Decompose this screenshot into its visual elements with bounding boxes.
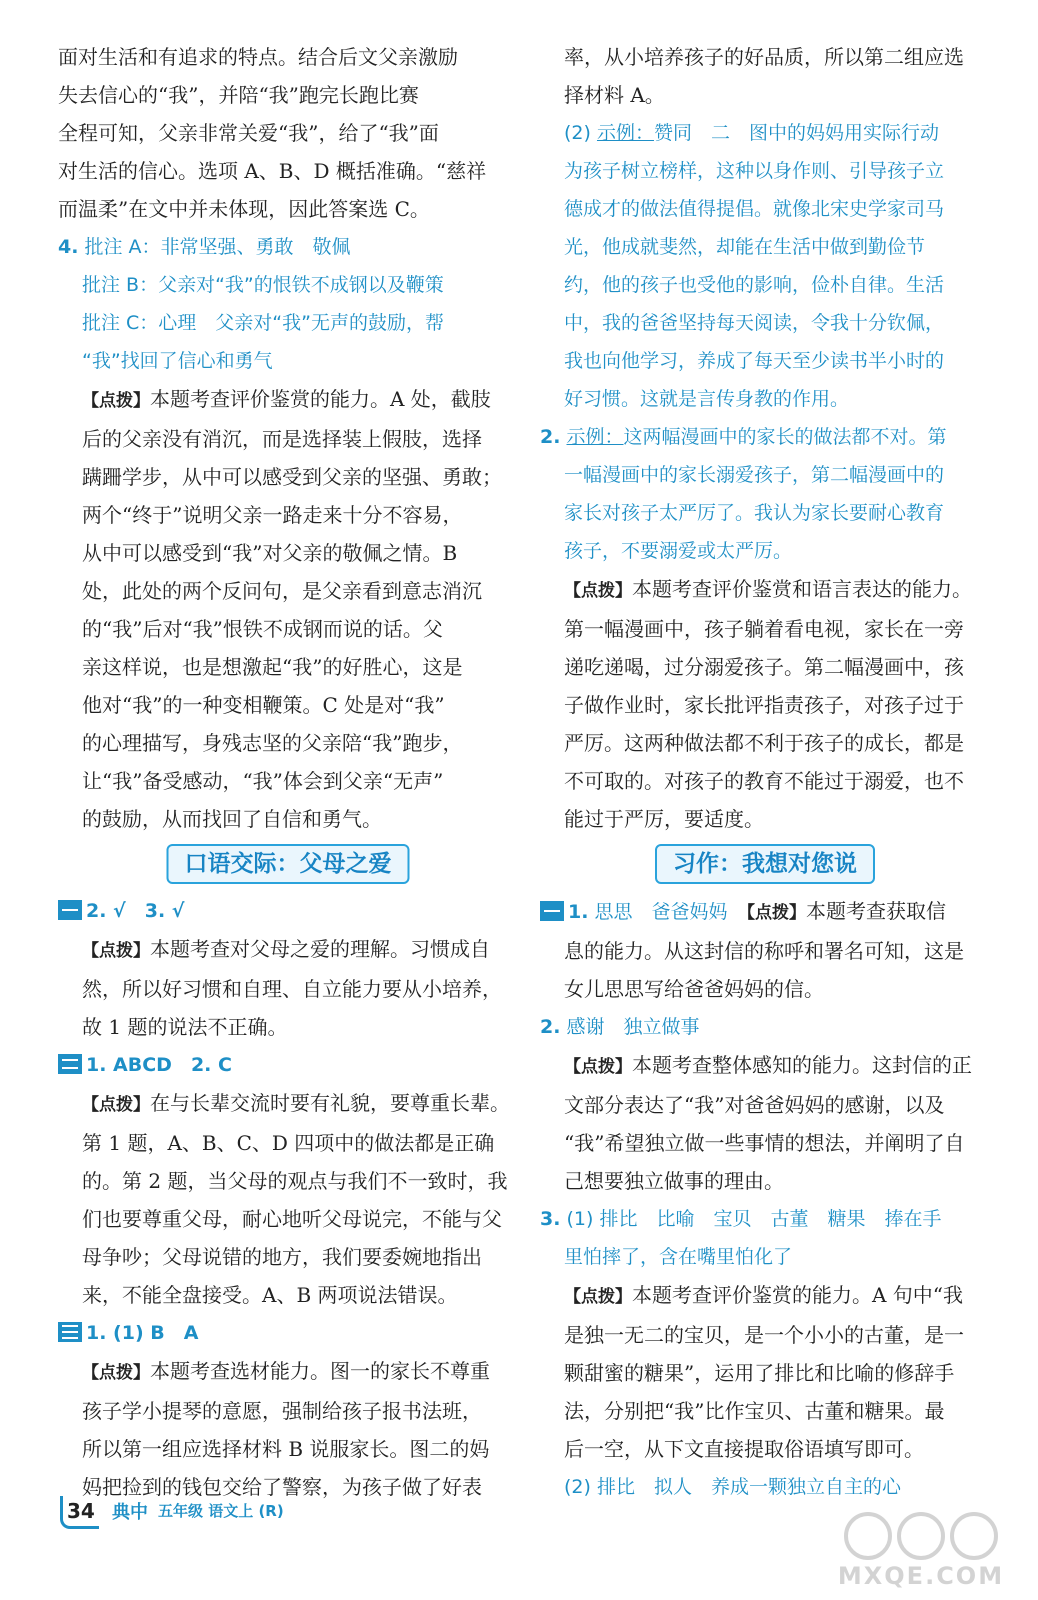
part3-tip-line: 【点拨】本题考查选材能力。图一的家长不尊重 (82, 1359, 490, 1383)
q4-answer-line: 批注 C：心理 父亲对“我”无声的鼓励，帮 (82, 312, 444, 334)
part2-tip-line: 第 1 题，A、B、C、D 四项中的做法都是正确 (82, 1131, 495, 1155)
right-column (540, 38, 990, 1506)
cont-line: 率，从小培养孩子的好品质，所以第二组应选 (564, 45, 964, 69)
left-column (58, 38, 518, 1506)
q4-tip-line: 后的父亲没有消沉，而是选择装上假肢，选择 (82, 427, 482, 451)
part2-answer: 1. ABCD 2. C (58, 1046, 518, 1084)
section-header-oral (58, 844, 518, 884)
q1-2-answer-line: 好习惯。这就是言传身教的作用。 (564, 388, 850, 410)
q4-answer-line: “我”找回了信心和勇气 (82, 350, 273, 372)
q2-tip-line: 严厉。这两种做法都不利于孩子的成长，都是 (564, 731, 964, 755)
q4-answer-line: 4. 批注 A：非常坚强、勇敢 敬佩 (58, 236, 351, 258)
part3-answer: 1. (1) B A (58, 1314, 518, 1352)
w3-tip-line: 【点拨】本题考查评价鉴赏的能力。A 句中“我 (564, 1283, 964, 1307)
q1-2-answer-line: 我也向他学习，养成了每天至少读书半小时的 (564, 350, 945, 372)
q4-tip-line: 他对“我”的一种变相鞭策。C 处是对“我” (82, 693, 445, 717)
roman-two-icon (58, 1054, 82, 1074)
w2-tip-line: 己想要独立做事的理由。 (564, 1169, 784, 1193)
section-header-writing (540, 844, 990, 884)
part2-tip-line: 们也要尊重父母，耐心地听父母说完，不能与父 (82, 1207, 502, 1231)
w3-tip-line: 是独一无二的宝贝，是一个小小的古董，是一 (564, 1323, 964, 1347)
part2-tip-line: 来，不能全盘接受。A、B 两项说法错误。 (82, 1283, 458, 1307)
watermark-text: MXQE.COM (837, 1562, 1005, 1590)
w2-tip-line: “我”希望独立做一些事情的想法，并阐明了自 (564, 1131, 965, 1155)
q2-number: 2. (540, 426, 561, 448)
part3-tip-line: 妈把捡到的钱包交给了警察，为孩子做了好表 (82, 1475, 482, 1499)
intro-line: 对生活的信心。选项 A、B、D 概括准确。“慈祥 (58, 159, 487, 183)
w3-answer-line: 里怕摔了，含在嘴里怕化了 (564, 1246, 793, 1268)
roman-one-icon (540, 901, 564, 921)
grade-label: 五年级 语文上 (R) (158, 1502, 284, 1520)
q1-2-answer-line: (2) 示例：赞同 二 图中的妈妈用实际行动 (564, 122, 939, 144)
part3-tip-line: 所以第一组应选择材料 B 说服家长。图二的妈 (82, 1437, 490, 1461)
w3-tip-line: 后一空，从下文直接提取俗语填写即可。 (564, 1437, 924, 1461)
q4-tip-line: 让“我”备受感动，“我”体会到父亲“无声” (82, 769, 444, 793)
q4-tip-line: 的心理描写，身残志坚的父亲陪“我”跑步， (82, 731, 463, 755)
intro-line: 面对生活和有追求的特点。结合后文父亲激励 (58, 45, 458, 69)
q1-2-answer-line: 为孩子树立榜样，这种以身作则、引导孩子立 (564, 160, 945, 182)
part1-tip-line: 然，所以好习惯和自理、自立能力要从小培养， (82, 977, 502, 1001)
q4-number: 4. (58, 236, 79, 258)
part1-answer: 2. √ 3. √ (58, 892, 518, 930)
w2-tip-line: 【点拨】本题考查整体感知的能力。这封信的正 (564, 1053, 972, 1077)
roman-one-icon (58, 900, 82, 920)
q2-answer-line: 孩子，不要溺爱或太严厉。 (564, 540, 793, 562)
example-label: 示例： (596, 122, 654, 144)
part1-tip-line: 故 1 题的说法不正确。 (82, 1015, 288, 1039)
q2-tip-line: 递吃递喝，过分溺爱孩子。第二幅漫画中，孩 (564, 655, 964, 679)
q1-2-answer-line: 光，他成就斐然，却能在生活中做到勤俭节 (564, 236, 926, 258)
w3-answer-line: 3. (1) 排比 比喻 宝贝 古董 糖果 捧在手 (540, 1208, 942, 1230)
q2-answer-line: 2. 示例：这两幅漫画中的家长的做法都不对。第 (540, 426, 947, 448)
q4-tip-line: 的鼓励，从而找回了自信和勇气。 (82, 807, 382, 831)
w3-answer-2: (2) 排比 拟人 养成一颗独立自主的心 (564, 1476, 901, 1498)
q2-tip-line: 【点拨】本题考查评价鉴赏和语言表达的能力。 (564, 577, 972, 601)
q4-tip-line: 从中可以感受到“我”对父亲的敬佩之情。B (82, 541, 458, 565)
q4-tip-line: 蹒跚学步，从中可以感受到父亲的坚强、勇敢； (82, 465, 502, 489)
q2-tip-line: 子做作业时，家长批评指责孩子，对孩子过于 (564, 693, 964, 717)
q2-answer-line: 一幅漫画中的家长溺爱孩子，第二幅漫画中的 (564, 464, 945, 486)
w1-tip-line: 女儿思思写给爸爸妈妈的信。 (564, 977, 824, 1001)
intro-line: 失去信心的“我”，并陪“我”跑完长跑比赛 (58, 83, 419, 107)
w2-answer-line: 2. 感谢 独立做事 (540, 1016, 700, 1038)
part1-tip-line: 【点拨】本题考查对父母之爱的理解。习惯成自 (82, 937, 490, 961)
q1-2-answer-line: 德成才的做法值得提倡。就像北宋史学家司马 (564, 198, 945, 220)
section-title: 口语交际：父母之爱 (167, 844, 410, 884)
intro-line: 而温柔”在文中并未体现，因此答案选 C。 (58, 197, 430, 221)
page-number: 34 (60, 1496, 99, 1529)
q4-tip-line: 处，此处的两个反问句，是父亲看到意志消沉 (82, 579, 482, 603)
part2-tip-line: 的。第 2 题，当父母的观点与我们不一致时，我 (82, 1169, 508, 1193)
q4-answer-line: 批注 B：父亲对“我”的恨铁不成钢以及鞭策 (82, 274, 444, 296)
q2-answer-line: 家长对孩子太严厉了。我认为家长要耐心教育 (564, 502, 945, 524)
q2-tip-line: 能过于严厉，要适度。 (564, 807, 764, 831)
part2-tip-line: 母争吵；父母说错的地方，我们要委婉地指出 (82, 1245, 482, 1269)
section-title: 习作：我想对您说 (655, 844, 875, 884)
q2-tip-line: 不可取的。对孩子的教育不能过于溺爱，也不 (564, 769, 964, 793)
q4-tip-line: 【点拨】本题考查评价鉴赏的能力。A 处，截肢 (82, 387, 491, 411)
watermark-logo-icon (828, 1506, 1014, 1562)
q2-tip-line: 第一幅漫画中，孩子躺着看电视，家长在一旁 (564, 617, 964, 641)
page-footer (60, 1496, 360, 1530)
w2-tip-line: 文部分表达了“我”对爸爸妈妈的感谢，以及 (564, 1093, 945, 1117)
part3-tip-line: 孩子学小提琴的意愿，强制给孩子报书法班， (82, 1399, 482, 1423)
w1-answer-line: 1. 思思 爸爸妈妈 【点拨】本题考查获取信 (540, 892, 990, 932)
intro-line: 全程可知，父亲非常关爱“我”，给了“我”面 (58, 121, 439, 145)
part2-tip-line: 【点拨】在与长辈交流时要有礼貌，要尊重长辈。 (82, 1091, 510, 1115)
series-logo: 典中 (112, 1502, 148, 1523)
q4-tip-line: 亲这样说，也是想激起“我”的好胜心，这是 (82, 655, 463, 679)
roman-three-icon (58, 1322, 82, 1342)
w3-tip-line: 颗甜蜜的糖果”，运用了排比和比喻的修辞手 (564, 1361, 955, 1385)
q1-2-answer-line: 约，他的孩子也受他的影响，俭朴自律。生活 (564, 274, 945, 296)
w1-tip-line: 息的能力。从这封信的称呼和署名可知，这是 (564, 939, 964, 963)
tip-label: 【点拨】 (82, 391, 150, 411)
q1-2-answer-line: 中，我的爸爸坚持每天阅读，令我十分钦佩， (564, 312, 945, 334)
watermark (828, 1506, 1014, 1592)
cont-line: 择材料 A。 (564, 83, 665, 107)
q4-tip-line: 两个“终于”说明父亲一路走来十分不容易， (82, 503, 463, 527)
q4-tip-line: 的“我”后对“我”恨铁不成钢而说的话。父 (82, 617, 443, 641)
w3-tip-line: 法，分别把“我”比作宝贝、古董和糖果。最 (564, 1399, 945, 1423)
